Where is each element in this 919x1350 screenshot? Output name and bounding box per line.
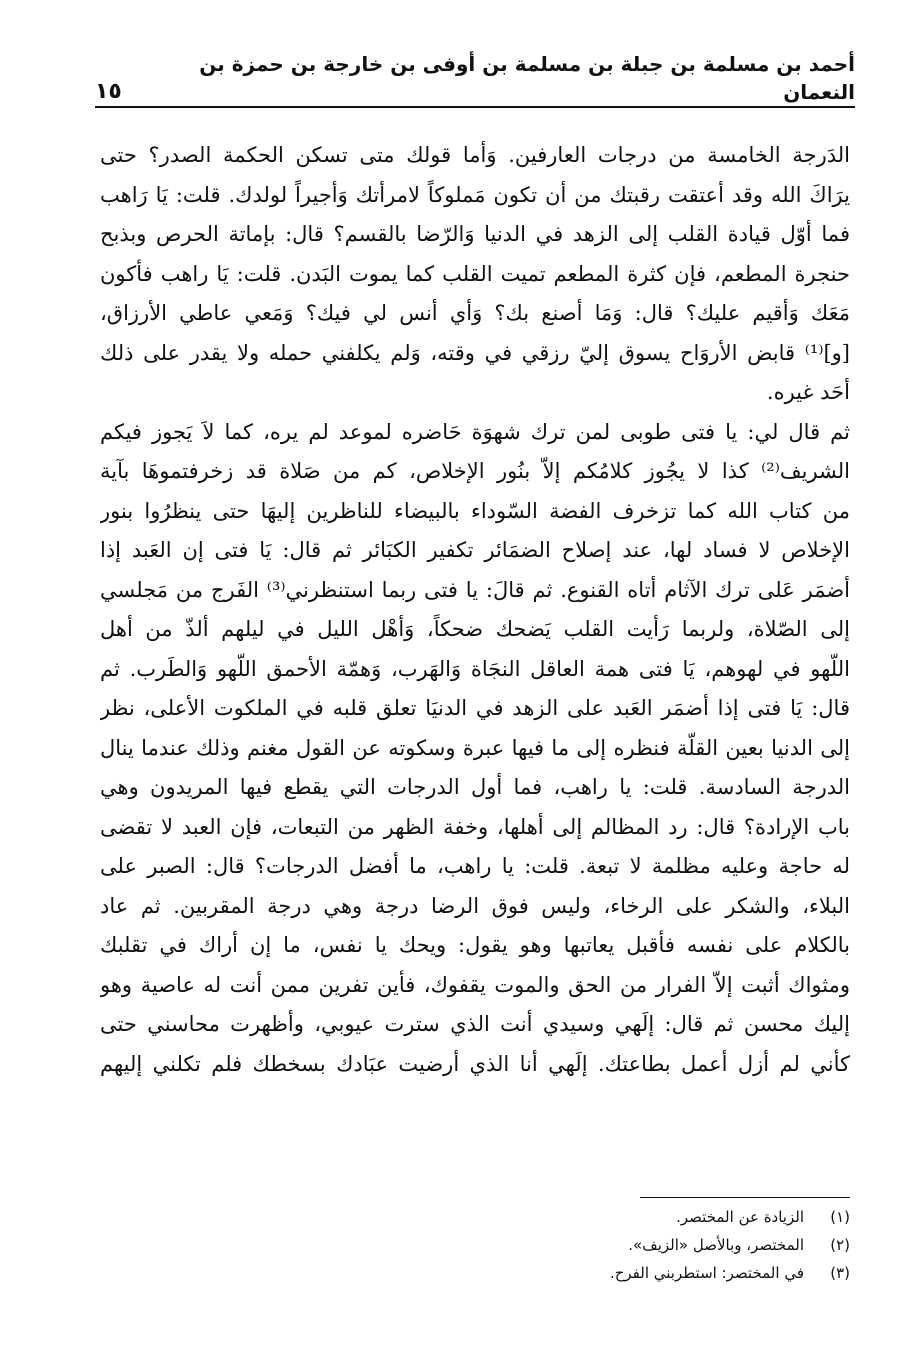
footnote-text: في المختصر: استطربني الفرح.	[609, 1264, 804, 1282]
text-line: [و]⁽¹⁾ قابض الأروَاح يسوق إليّ رزقي في وقته، وَلم يكلفني حمله ولا يقدر على ذلك	[100, 340, 850, 365]
text-line: أضمَر عَلى ترك الآثام أتاه القنوع. ثم قالَ: يا فتى ربما استنظرني⁽³⁾ الفَرج من مَجلسي	[100, 577, 850, 602]
text-line: يرَاكَ الله وقد أعتقت رقبتك من أن تكون مَملوكاً لامرأتك وَأجيراً لولدك. قلت: يَا رَاهب	[100, 182, 850, 207]
text-line: البلاء، والشكر على الرخاء، وليس فوق الرضا درجة وهي درجة المقربين. ثم عاد	[100, 893, 850, 918]
text-line: مَعَك وَأقيم عليك؟ قال: وَمَا أصنع بك؟ وَأي أنس لي فيك؟ وَمَعي عاطي الأرزاق،	[100, 301, 850, 325]
running-title: أحمد بن مسلمة بن جبلة بن مسلمة بن أوفى بن خارجة بن حمزة بن النعمان	[199, 52, 855, 104]
text-line: إليك محسن ثم قال: إلَهي وسيدي أنت الذي سترت عيوبي، وأظهرت محاسني حتى	[100, 1012, 850, 1036]
page-number: ١٥	[95, 79, 122, 104]
footnote-text: المختصر، وبالأصل «الزيف».	[628, 1236, 804, 1254]
text-line: الشريف⁽²⁾ كذا لا يجُوز كلامُكم إلاّ بنُور الإخلاص، كم من صَلاة قد زخرفتموهَا بآية	[100, 459, 850, 483]
footnote-3	[100, 1259, 850, 1287]
text-line: من كتاب الله كما تزخرف الفضة السّوداء بالبيضاء للناظرين إليهَا حتى ينظرُوا بنور	[100, 498, 850, 523]
footnote-number: (١)	[830, 1208, 850, 1226]
text-line: الإخلاص لا فساد لها، عند إصلاح الضمَائر تكفير الكبَائر ثم قال: يَا فتى إن العَبد إذا	[100, 538, 850, 562]
text-line: أحَد غيره.	[766, 380, 850, 404]
header-rule	[95, 106, 855, 108]
footnote-2	[100, 1231, 850, 1259]
footnotes	[100, 1203, 850, 1287]
text-line: قال: يَا فتى إذا أضمَر العَبد على الزهد في الدنيَا تعلق قلبه في الملكوت الأعلى، نظر	[100, 696, 850, 720]
text-line: باب الإرادة؟ قال: رد المظالم إلى أهلها، وخفة الظهر من التبعات، فإن العبد لا تقضى	[100, 814, 850, 839]
text-line: كأني لم أزل أعمل بطاعتك. إلَهي أنا الذي أرضيت عبَادك بسخطك فلم تكلني إليهم	[100, 1051, 850, 1076]
main-text	[100, 136, 850, 1084]
text-line: فما أوّل قيادة القلب إلى الزهد في الدنيا وَالرّضا بالقسم؟ قال: بإماتة الحرص وبذبح	[100, 222, 850, 246]
text-line: إلى الدنيا بعين القلّة فنظره إلى ما فيها عبرة وسكوته عن القول مغنم وذلك عندما ينال	[100, 735, 850, 760]
page-header	[95, 52, 855, 106]
text-line: الدَرجة الخامسة من درجات العارفين. وَأما قولك متى تسكن الحكمة الصدر؟ حتى	[100, 143, 850, 167]
footnote-number: (٣)	[830, 1264, 850, 1282]
text-line: اللّهو في لهوهم، يَا فتى همة العاقل النجَاة وَالهَرب، وَهمّة الأحمق اللّهو وَالطَرب. ثم	[100, 656, 850, 681]
footnote-1	[100, 1203, 850, 1231]
text-line: بالكلام على نفسه فأقبل يعاتبها وهو يقول: ويحك يا نفس، ما إن أراك في تقلبك	[100, 933, 850, 957]
paragraph-1	[100, 136, 850, 413]
footnote-text: الزيادة عن المختصر.	[676, 1208, 804, 1226]
text-line: ثم قال لي: يا فتى طوبى لمن ترك شهوَة حَاضره لموعد لم يره، كما لاَ يَجوز فيكم	[100, 419, 850, 444]
paragraph-2	[100, 413, 850, 1085]
text-line: ومثواك أثبت إلاّ الفرار من الحق والموت يقفوك، فأين تفرين ممن أنت له عاصية وهو	[100, 972, 850, 997]
footnote-number: (٢)	[830, 1236, 850, 1254]
text-line: الدرجة السادسة. قلت: يا راهب، فما أول الدرجات التي يقطع فيها المريدون وهي	[100, 775, 850, 799]
footnote-rule	[640, 1197, 850, 1198]
text-line: حنجرة المطعم، فإن كثرة المطعم تميت القلب كما يموت البَدن. قلت: يَا راهب فأكون	[100, 261, 850, 286]
text-line: له حاجة وعليه مظلمة لا تبعة. قلت: يا راهب، ما أفضل الدرجات؟ قال: الصبر على	[100, 854, 850, 878]
text-line: إلى الصّلاة، ولربما رَأيت القلب يَضحك ضحكاً، وَأهْل الليل في ليلهم ألذّ من أهل	[100, 617, 850, 641]
